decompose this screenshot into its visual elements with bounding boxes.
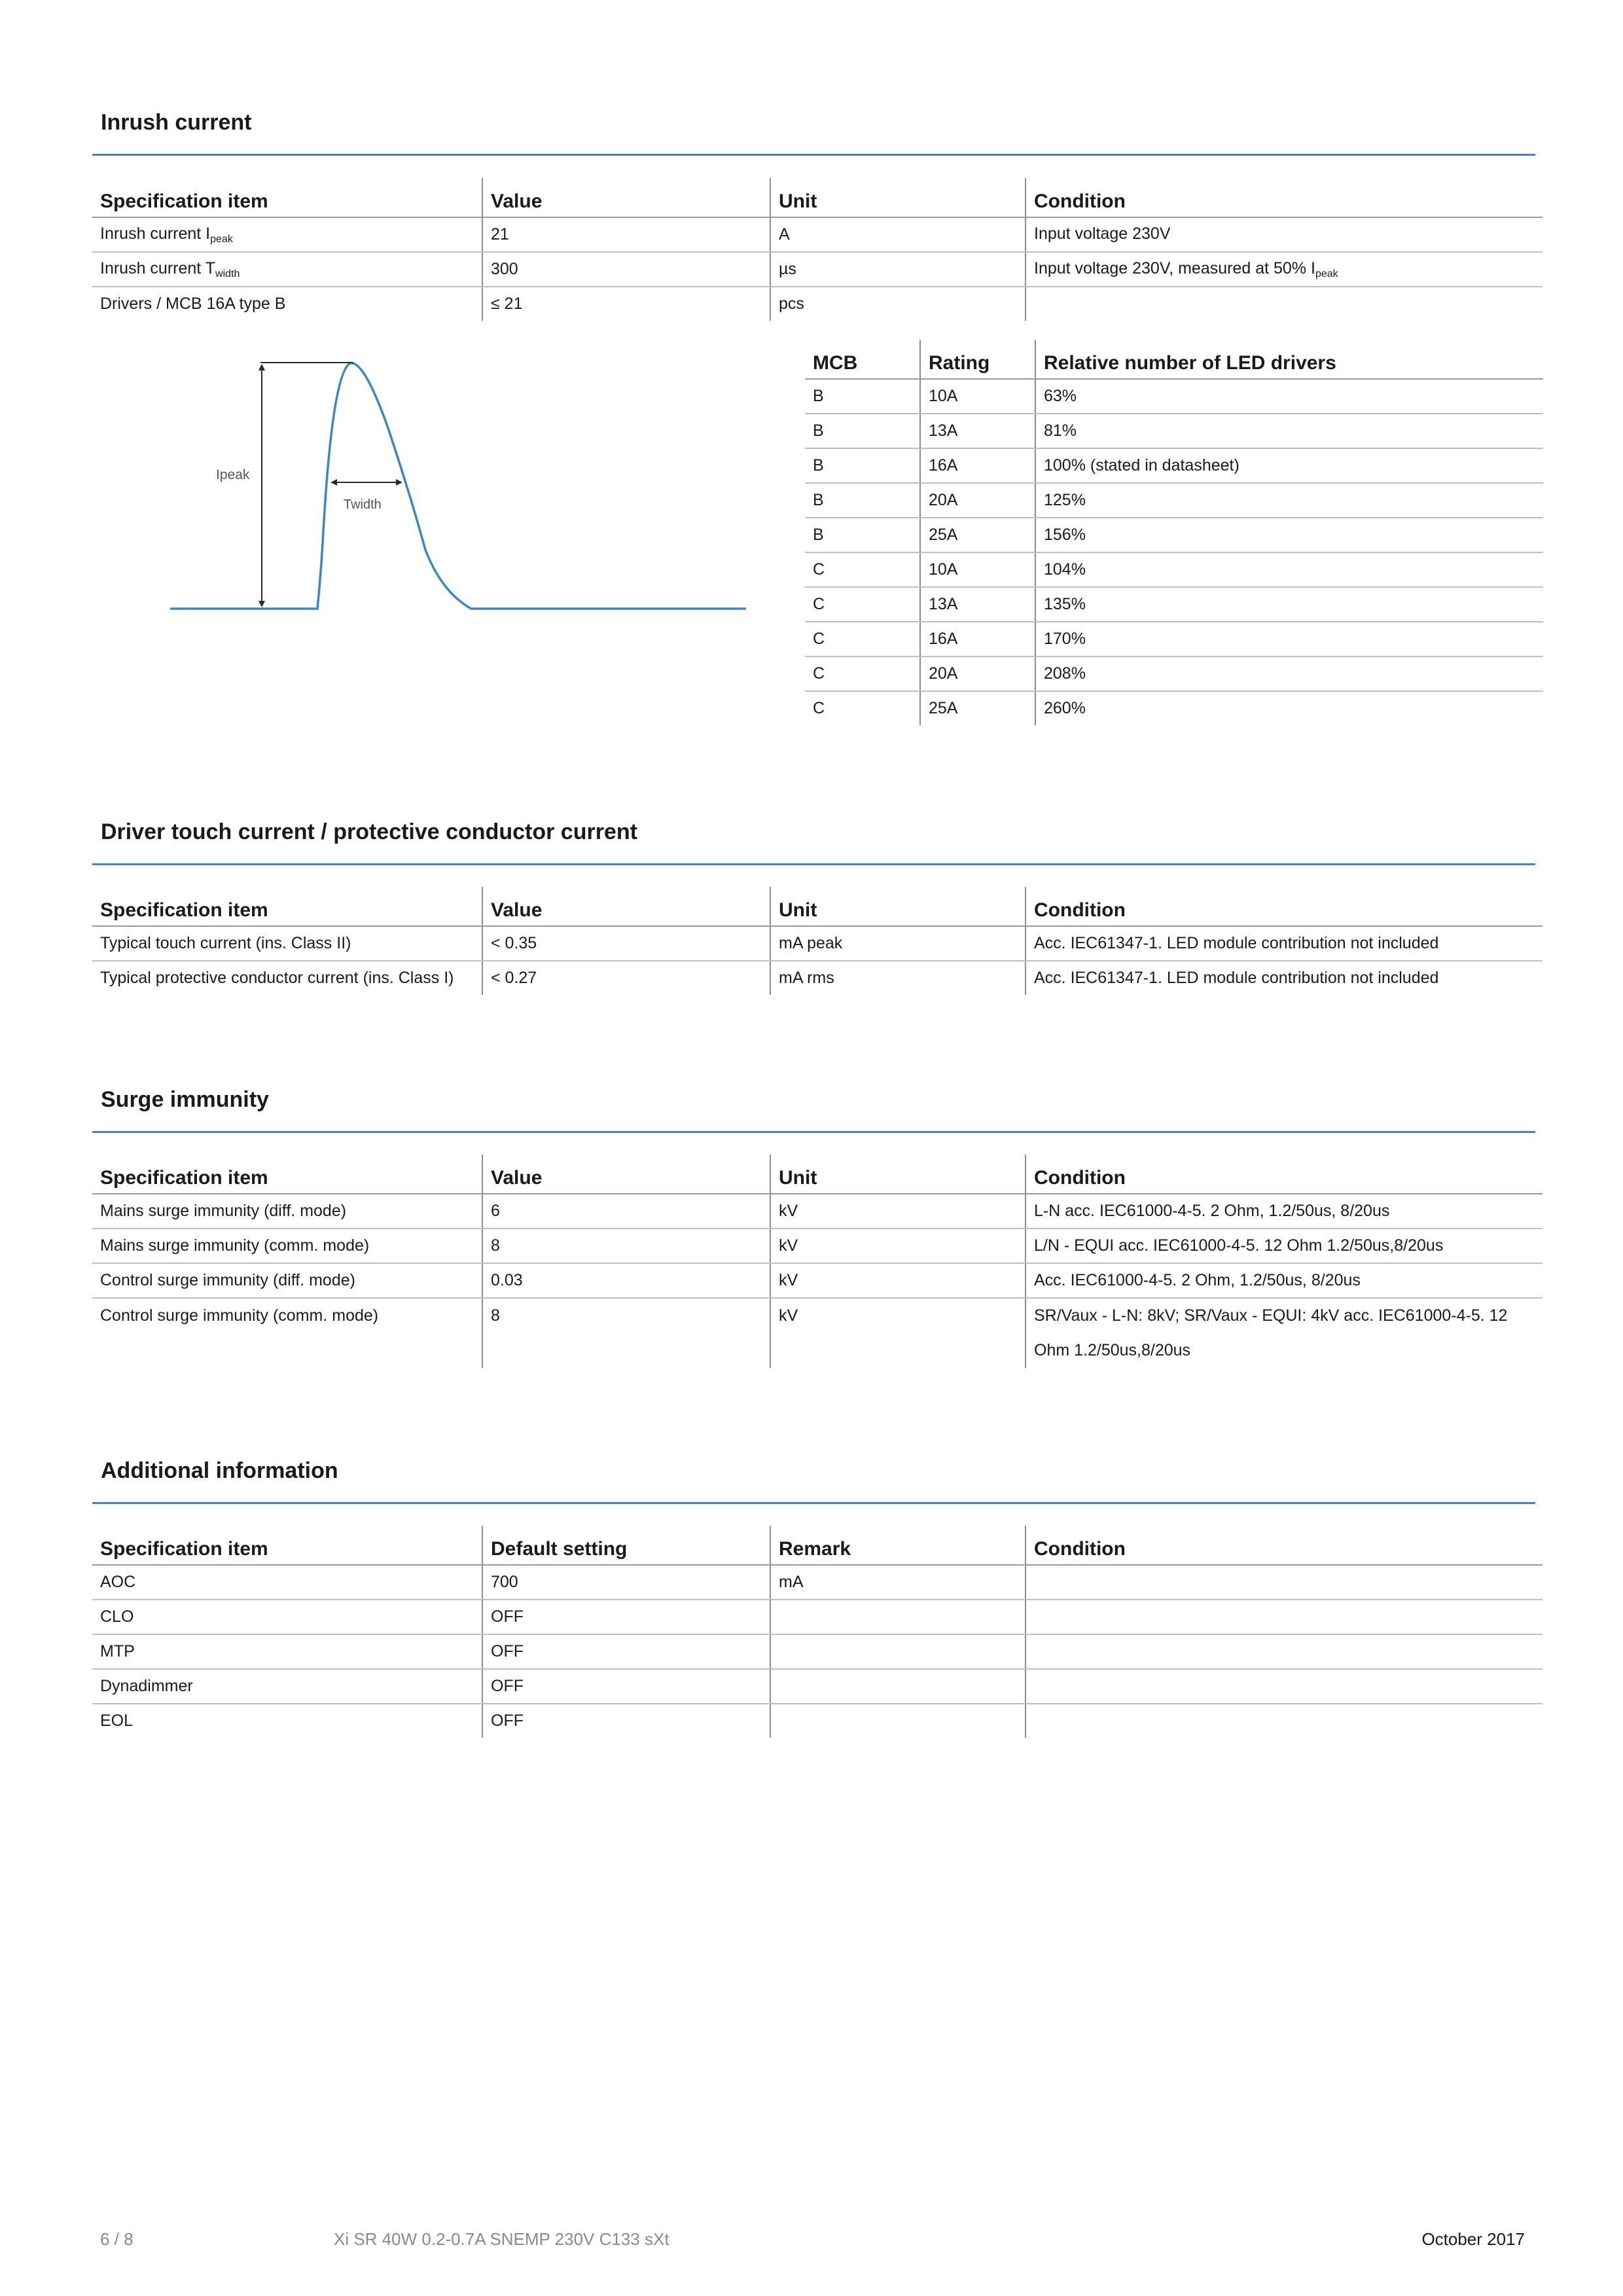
cell-spec-item: Control surge immunity (diff. mode) bbox=[92, 1263, 482, 1298]
cell-default-setting: 700 bbox=[482, 1565, 770, 1600]
cell-condition bbox=[1026, 1704, 1543, 1738]
cell-mcb: B bbox=[805, 483, 920, 518]
cell-spec-item bbox=[92, 217, 482, 252]
section-title-touch-current: Driver touch current / protective conductor current bbox=[101, 819, 637, 844]
cell-spec-item: Typical protective conductor current (ins. Class I) bbox=[100, 969, 454, 987]
cell-remark bbox=[770, 1704, 1026, 1738]
cell-unit: µs bbox=[770, 252, 1026, 287]
cell-rating: 25A bbox=[920, 518, 1035, 552]
cell-condition: Acc. IEC61347-1. LED module contribution not included bbox=[1026, 926, 1543, 961]
section-rule bbox=[92, 1131, 1535, 1133]
cell-rating: 16A bbox=[920, 622, 1035, 656]
cell-relative: 63% bbox=[1035, 379, 1543, 414]
cell-text: Drivers / MCB 16A type B bbox=[100, 295, 286, 313]
header-value: Value bbox=[482, 1155, 770, 1194]
cell-value: 6 bbox=[482, 1194, 770, 1229]
cell-value: < 0.35 bbox=[482, 926, 770, 961]
cell-rating: 10A bbox=[920, 379, 1035, 414]
mcb-table bbox=[805, 340, 1543, 725]
cell-relative: 260% bbox=[1035, 691, 1543, 725]
cell-text: Input voltage 230V, measured at 50% I bbox=[1034, 259, 1315, 278]
header-remark: Remark bbox=[770, 1526, 1026, 1565]
table-row bbox=[92, 217, 1543, 252]
header-unit: Unit bbox=[770, 178, 1026, 217]
cell-relative: 81% bbox=[1035, 414, 1543, 448]
cell-relative: 125% bbox=[1035, 483, 1543, 518]
cell-mcb: C bbox=[805, 656, 920, 691]
cell-default-setting: OFF bbox=[482, 1634, 770, 1669]
header-mcb: MCB bbox=[805, 340, 920, 379]
cell-relative: 170% bbox=[1035, 622, 1543, 656]
cell-rating: 13A bbox=[920, 414, 1035, 448]
ipeak-label: Ipeak bbox=[216, 467, 250, 482]
cell-mcb: C bbox=[813, 699, 825, 717]
table-row bbox=[805, 414, 1543, 448]
cell-text: Inrush current T bbox=[100, 259, 216, 278]
cell-default-setting: OFF bbox=[482, 1704, 770, 1738]
cell-value: 21 bbox=[482, 217, 770, 252]
section-rule bbox=[92, 863, 1535, 865]
cell-rating: 20A bbox=[920, 656, 1035, 691]
table-header-row bbox=[92, 1526, 1543, 1565]
section-title-additional-information: Additional information bbox=[101, 1458, 338, 1483]
table-header-row bbox=[92, 887, 1543, 926]
cell-spec-item: Mains surge immunity (diff. mode) bbox=[92, 1194, 482, 1229]
cell-mcb: B bbox=[805, 414, 920, 448]
cell-condition bbox=[1026, 1669, 1543, 1704]
table-row bbox=[92, 1194, 1543, 1229]
cell-spec-item: Typical touch current (ins. Class II) bbox=[92, 926, 482, 961]
cell-unit: kV bbox=[770, 1229, 1026, 1263]
cell-unit: pcs bbox=[770, 287, 1026, 321]
cell-spec-item: CLO bbox=[92, 1600, 482, 1634]
header-condition: Condition bbox=[1026, 178, 1543, 217]
cell-condition bbox=[1026, 287, 1543, 321]
table-row bbox=[805, 518, 1543, 552]
table-row bbox=[805, 622, 1543, 656]
cell-relative: 100% (stated in datasheet) bbox=[1035, 448, 1543, 483]
table-row bbox=[805, 691, 1543, 725]
section-rule bbox=[92, 1502, 1535, 1504]
table-row bbox=[92, 1669, 1543, 1704]
cell-unit: kV bbox=[770, 1263, 1026, 1298]
cell-condition: Acc. IEC61347-1. LED module contribution not included bbox=[1026, 961, 1543, 995]
cell-unit: mA peak bbox=[770, 926, 1026, 961]
header-value: Value bbox=[482, 887, 770, 926]
table-header-row bbox=[92, 1155, 1543, 1194]
cell-mcb: B bbox=[805, 379, 920, 414]
table-header-row bbox=[92, 178, 1543, 217]
cell-default-setting: OFF bbox=[482, 1669, 770, 1704]
cell-value: 0.03 bbox=[482, 1263, 770, 1298]
cell-rating: 13A bbox=[920, 587, 1035, 622]
table-row bbox=[805, 656, 1543, 691]
table-row bbox=[92, 1704, 1543, 1738]
table-row bbox=[805, 552, 1543, 587]
inrush-table bbox=[92, 178, 1543, 321]
cell-relative: 208% bbox=[1035, 656, 1543, 691]
section-title-inrush: Inrush current bbox=[101, 110, 252, 135]
section-title-surge-immunity: Surge immunity bbox=[101, 1087, 269, 1112]
footer-page-number: 6 / 8 bbox=[100, 2229, 134, 2249]
cell-condition bbox=[1026, 1565, 1543, 1600]
cell-mcb: C bbox=[805, 622, 920, 656]
table-row bbox=[92, 926, 1543, 961]
cell-remark bbox=[770, 1669, 1026, 1704]
cell-subscript: peak bbox=[1315, 268, 1338, 279]
cell-mcb: C bbox=[805, 552, 920, 587]
cell-condition: L-N acc. IEC61000-4-5. 2 Ohm, 1.2/50us, 8/20us bbox=[1026, 1194, 1543, 1229]
header-default-setting: Default setting bbox=[482, 1526, 770, 1565]
header-rating: Rating bbox=[920, 340, 1035, 379]
table-row bbox=[92, 287, 1543, 321]
inrush-curve bbox=[170, 363, 746, 609]
cell-spec-item bbox=[92, 252, 482, 287]
cell-condition: L/N - EQUI acc. IEC61000-4-5. 12 Ohm 1.2/50us,8/20us bbox=[1026, 1229, 1543, 1263]
header-unit: Unit bbox=[770, 887, 1026, 926]
cell-unit: A bbox=[770, 217, 1026, 252]
cell-default-setting: OFF bbox=[482, 1600, 770, 1634]
section-rule bbox=[92, 154, 1535, 156]
cell-spec-item: AOC bbox=[92, 1565, 482, 1600]
cell-unit: kV bbox=[770, 1194, 1026, 1229]
header-condition: Condition bbox=[1026, 1526, 1543, 1565]
header-unit: Unit bbox=[770, 1155, 1026, 1194]
table-row bbox=[92, 1263, 1543, 1298]
cell-relative: 104% bbox=[1035, 552, 1543, 587]
cell-condition bbox=[1026, 252, 1543, 287]
cell-mcb: C bbox=[805, 587, 920, 622]
header-spec-item: Specification item bbox=[92, 178, 482, 217]
cell-value: < 0.27 bbox=[482, 961, 770, 995]
cell-unit: mA rms bbox=[770, 961, 1026, 995]
cell-relative: 135% bbox=[1035, 587, 1543, 622]
cell-spec-item: EOL bbox=[100, 1712, 134, 1730]
cell-remark: mA bbox=[770, 1565, 1026, 1600]
cell-spec-item: Mains surge immunity (comm. mode) bbox=[92, 1229, 482, 1263]
touch-current-table bbox=[92, 887, 1543, 995]
cell-value: 8 bbox=[482, 1298, 770, 1368]
table-row bbox=[805, 483, 1543, 518]
cell-value: 300 bbox=[482, 252, 770, 287]
cell-mcb: B bbox=[805, 448, 920, 483]
cell-condition: Acc. IEC61000-4-5. 2 Ohm, 1.2/50us, 8/20us bbox=[1026, 1263, 1543, 1298]
cell-mcb: B bbox=[805, 518, 920, 552]
surge-immunity-table bbox=[92, 1155, 1543, 1368]
footer-date: October 2017 bbox=[1421, 2229, 1525, 2249]
header-spec-item: Specification item bbox=[92, 1526, 482, 1565]
cell-rating: 25A bbox=[920, 691, 1035, 725]
cell-relative: 156% bbox=[1035, 518, 1543, 552]
cell-unit: kV bbox=[770, 1298, 1026, 1368]
cell-value: 8 bbox=[482, 1229, 770, 1263]
table-row bbox=[92, 1298, 1543, 1368]
table-row bbox=[805, 587, 1543, 622]
cell-rating: 10A bbox=[920, 552, 1035, 587]
cell-text: Inrush current I bbox=[100, 224, 211, 243]
table-row bbox=[92, 1600, 1543, 1634]
inrush-waveform-diagram bbox=[167, 353, 756, 615]
cell-spec-item: Control surge immunity (comm. mode) bbox=[100, 1306, 379, 1325]
twidth-label: Twidth bbox=[344, 497, 382, 512]
header-spec-item: Specification item bbox=[92, 887, 482, 926]
table-row bbox=[805, 379, 1543, 414]
cell-spec-item: MTP bbox=[92, 1634, 482, 1669]
cell-condition bbox=[1026, 217, 1543, 252]
table-row bbox=[92, 1565, 1543, 1600]
header-relative-number: Relative number of LED drivers bbox=[1035, 340, 1543, 379]
cell-spec-item: Dynadimmer bbox=[92, 1669, 482, 1704]
additional-information-table bbox=[92, 1526, 1543, 1738]
header-spec-item: Specification item bbox=[92, 1155, 482, 1194]
cell-condition bbox=[1026, 1634, 1543, 1669]
cell-value: ≤ 21 bbox=[482, 287, 770, 321]
cell-condition: SR/Vaux - L-N: 8kV; SR/Vaux - EQUI: 4kV acc. IEC61000-4-5. 12 Ohm 1.2/50us,8/20us bbox=[1026, 1298, 1543, 1368]
header-condition: Condition bbox=[1026, 887, 1543, 926]
cell-text: Input voltage 230V bbox=[1034, 224, 1171, 243]
cell-remark bbox=[770, 1600, 1026, 1634]
table-row bbox=[92, 961, 1543, 995]
cell-rating: 16A bbox=[920, 448, 1035, 483]
cell-subscript: width bbox=[215, 268, 240, 279]
cell-condition bbox=[1026, 1600, 1543, 1634]
table-row bbox=[92, 1229, 1543, 1263]
footer-product-name: Xi SR 40W 0.2-0.7A SNEMP 230V C133 sXt bbox=[334, 2229, 669, 2249]
table-row bbox=[805, 448, 1543, 483]
header-value: Value bbox=[482, 178, 770, 217]
table-row bbox=[92, 1634, 1543, 1669]
table-header-row bbox=[805, 340, 1543, 379]
cell-subscript: peak bbox=[210, 233, 233, 245]
table-row bbox=[92, 252, 1543, 287]
header-condition: Condition bbox=[1026, 1155, 1543, 1194]
cell-spec-item bbox=[92, 287, 482, 321]
cell-rating: 20A bbox=[920, 483, 1035, 518]
cell-remark bbox=[770, 1634, 1026, 1669]
